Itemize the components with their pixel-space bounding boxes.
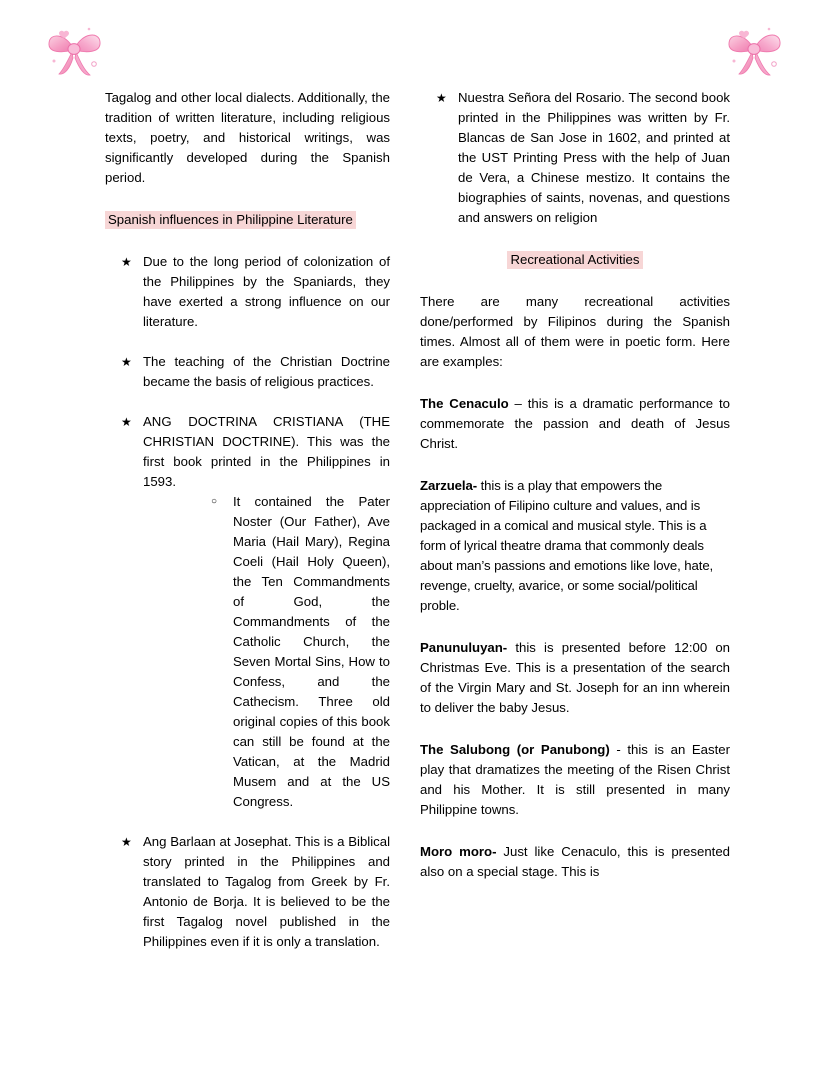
entry-term: Moro moro-: [420, 844, 497, 859]
spanish-influences-list: [105, 252, 390, 952]
section-heading-spanish-influences: [105, 210, 390, 230]
doctrina-cristiana-sublist: [143, 492, 390, 812]
entry-term: Panunuluyan-: [420, 640, 508, 655]
left-column: [0, 88, 420, 952]
star-bullet-icon: ★: [121, 835, 132, 849]
list-item: [420, 88, 730, 228]
right-intro-paragraph: There are many recreational activities done/performed by Filipinos during the Spanish times. Almost all of them were in poetic form. Here are examples:: [420, 294, 730, 369]
entry-term: The Salubong (or Panubong): [420, 742, 610, 757]
list-item: [105, 352, 390, 392]
entry-body: this is presented before 12:00 on Christmas Eve. This is a presentation of the search of the Virgin Mary and St. Joseph for an inn wherein to deliver the baby Jesus.: [420, 640, 730, 715]
list-item-text: It contained the Pater Noster (Our Father), Ave Maria (Hail Mary), Regina Coeli (Hail Holy Queen), the Ten Commandments of God, the Commandments of the Catholic Church, the Seven Mortal Sins, How to Confess, and the Cathecism. Three old original copies of this book can still be found at the Vatican, at the Madrid Musem and at the US Congress.: [233, 494, 390, 809]
books-list: [420, 88, 730, 228]
entry-body: - this is an Easter play that dramatizes the meeting of the Risen Christ and his Mother. It is still presented in many Philippine towns.: [420, 742, 730, 817]
entry-zarzuela: [420, 476, 730, 616]
list-item: [105, 252, 390, 332]
circle-bullet-icon: ○: [211, 496, 218, 507]
star-bullet-icon: ★: [121, 355, 132, 369]
section-heading-recreational-activities: [420, 250, 730, 270]
entry-salubong: [420, 740, 730, 820]
pink-ribbon-bow-icon: [42, 20, 106, 80]
entry-body: – this is a dramatic performance to commemorate the passion and death of Jesus Christ.: [420, 396, 730, 451]
star-bullet-icon: ★: [121, 255, 132, 269]
left-intro-paragraph: Tagalog and other local dialects. Additionally, the tradition of written literature, including religious texts, poetry, and historical writings, was significantly developed during the Spanish period.: [105, 90, 390, 185]
list-item: [105, 832, 390, 952]
two-column-body: [0, 88, 828, 952]
section-heading-label: Spanish influences in Philippine Literature: [105, 211, 356, 229]
entry-body: Just like Cenaculo, this is presented also on a special stage. This is: [420, 844, 730, 879]
list-item-text: Nuestra Señora del Rosario. The second book printed in the Philippines was written by Fr. Blancas de San Jose in 1602, and printed at the UST Printing Press with the help of Juan de Vera, a Chinese mestizo. It contains the biographies of saints, novenas, and questions and answers on religion: [458, 90, 730, 225]
right-column: [420, 88, 828, 952]
list-item: [105, 412, 390, 812]
entry-body: this is a play that empowers the appreciation of Filipino culture and values, and is packaged in a comical and musical style. This is a form of lyrical theatre drama that commonly deals about man’s passions and emotions like love, hate, revenge, cruelty, avarice, or some social/political proble.: [420, 478, 714, 613]
entry-moro-moro: [420, 842, 730, 882]
pink-ribbon-bow-icon: [722, 20, 786, 80]
list-item-text: Ang Barlaan at Josephat. This is a Biblical story printed in the Philippines and translated to Tagalog from Greek by Fr. Antonio de Borja. It is believed to be the first Tagalog novel published in the Philippines even if it is only a translation.: [143, 834, 390, 949]
list-item-text: ANG DOCTRINA CRISTIANA (THE CHRISTIAN DOCTRINE). This was the first book printed in the Philippines in 1593.: [143, 414, 390, 489]
entry-term: Zarzuela-: [420, 478, 477, 493]
list-item-text: Due to the long period of colonization of the Philippines by the Spaniards, they have exerted a strong influence on our literature.: [143, 254, 390, 329]
entry-panunuluyan: [420, 638, 730, 718]
section-heading-label: Recreational Activities: [507, 251, 642, 269]
list-item: [143, 492, 390, 812]
list-item-text: The teaching of the Christian Doctrine became the basis of religious practices.: [143, 354, 390, 389]
star-bullet-icon: ★: [121, 415, 132, 429]
star-bullet-icon: ★: [436, 91, 447, 105]
entry-cenaculo: [420, 394, 730, 454]
entry-term: The Cenaculo: [420, 396, 509, 411]
